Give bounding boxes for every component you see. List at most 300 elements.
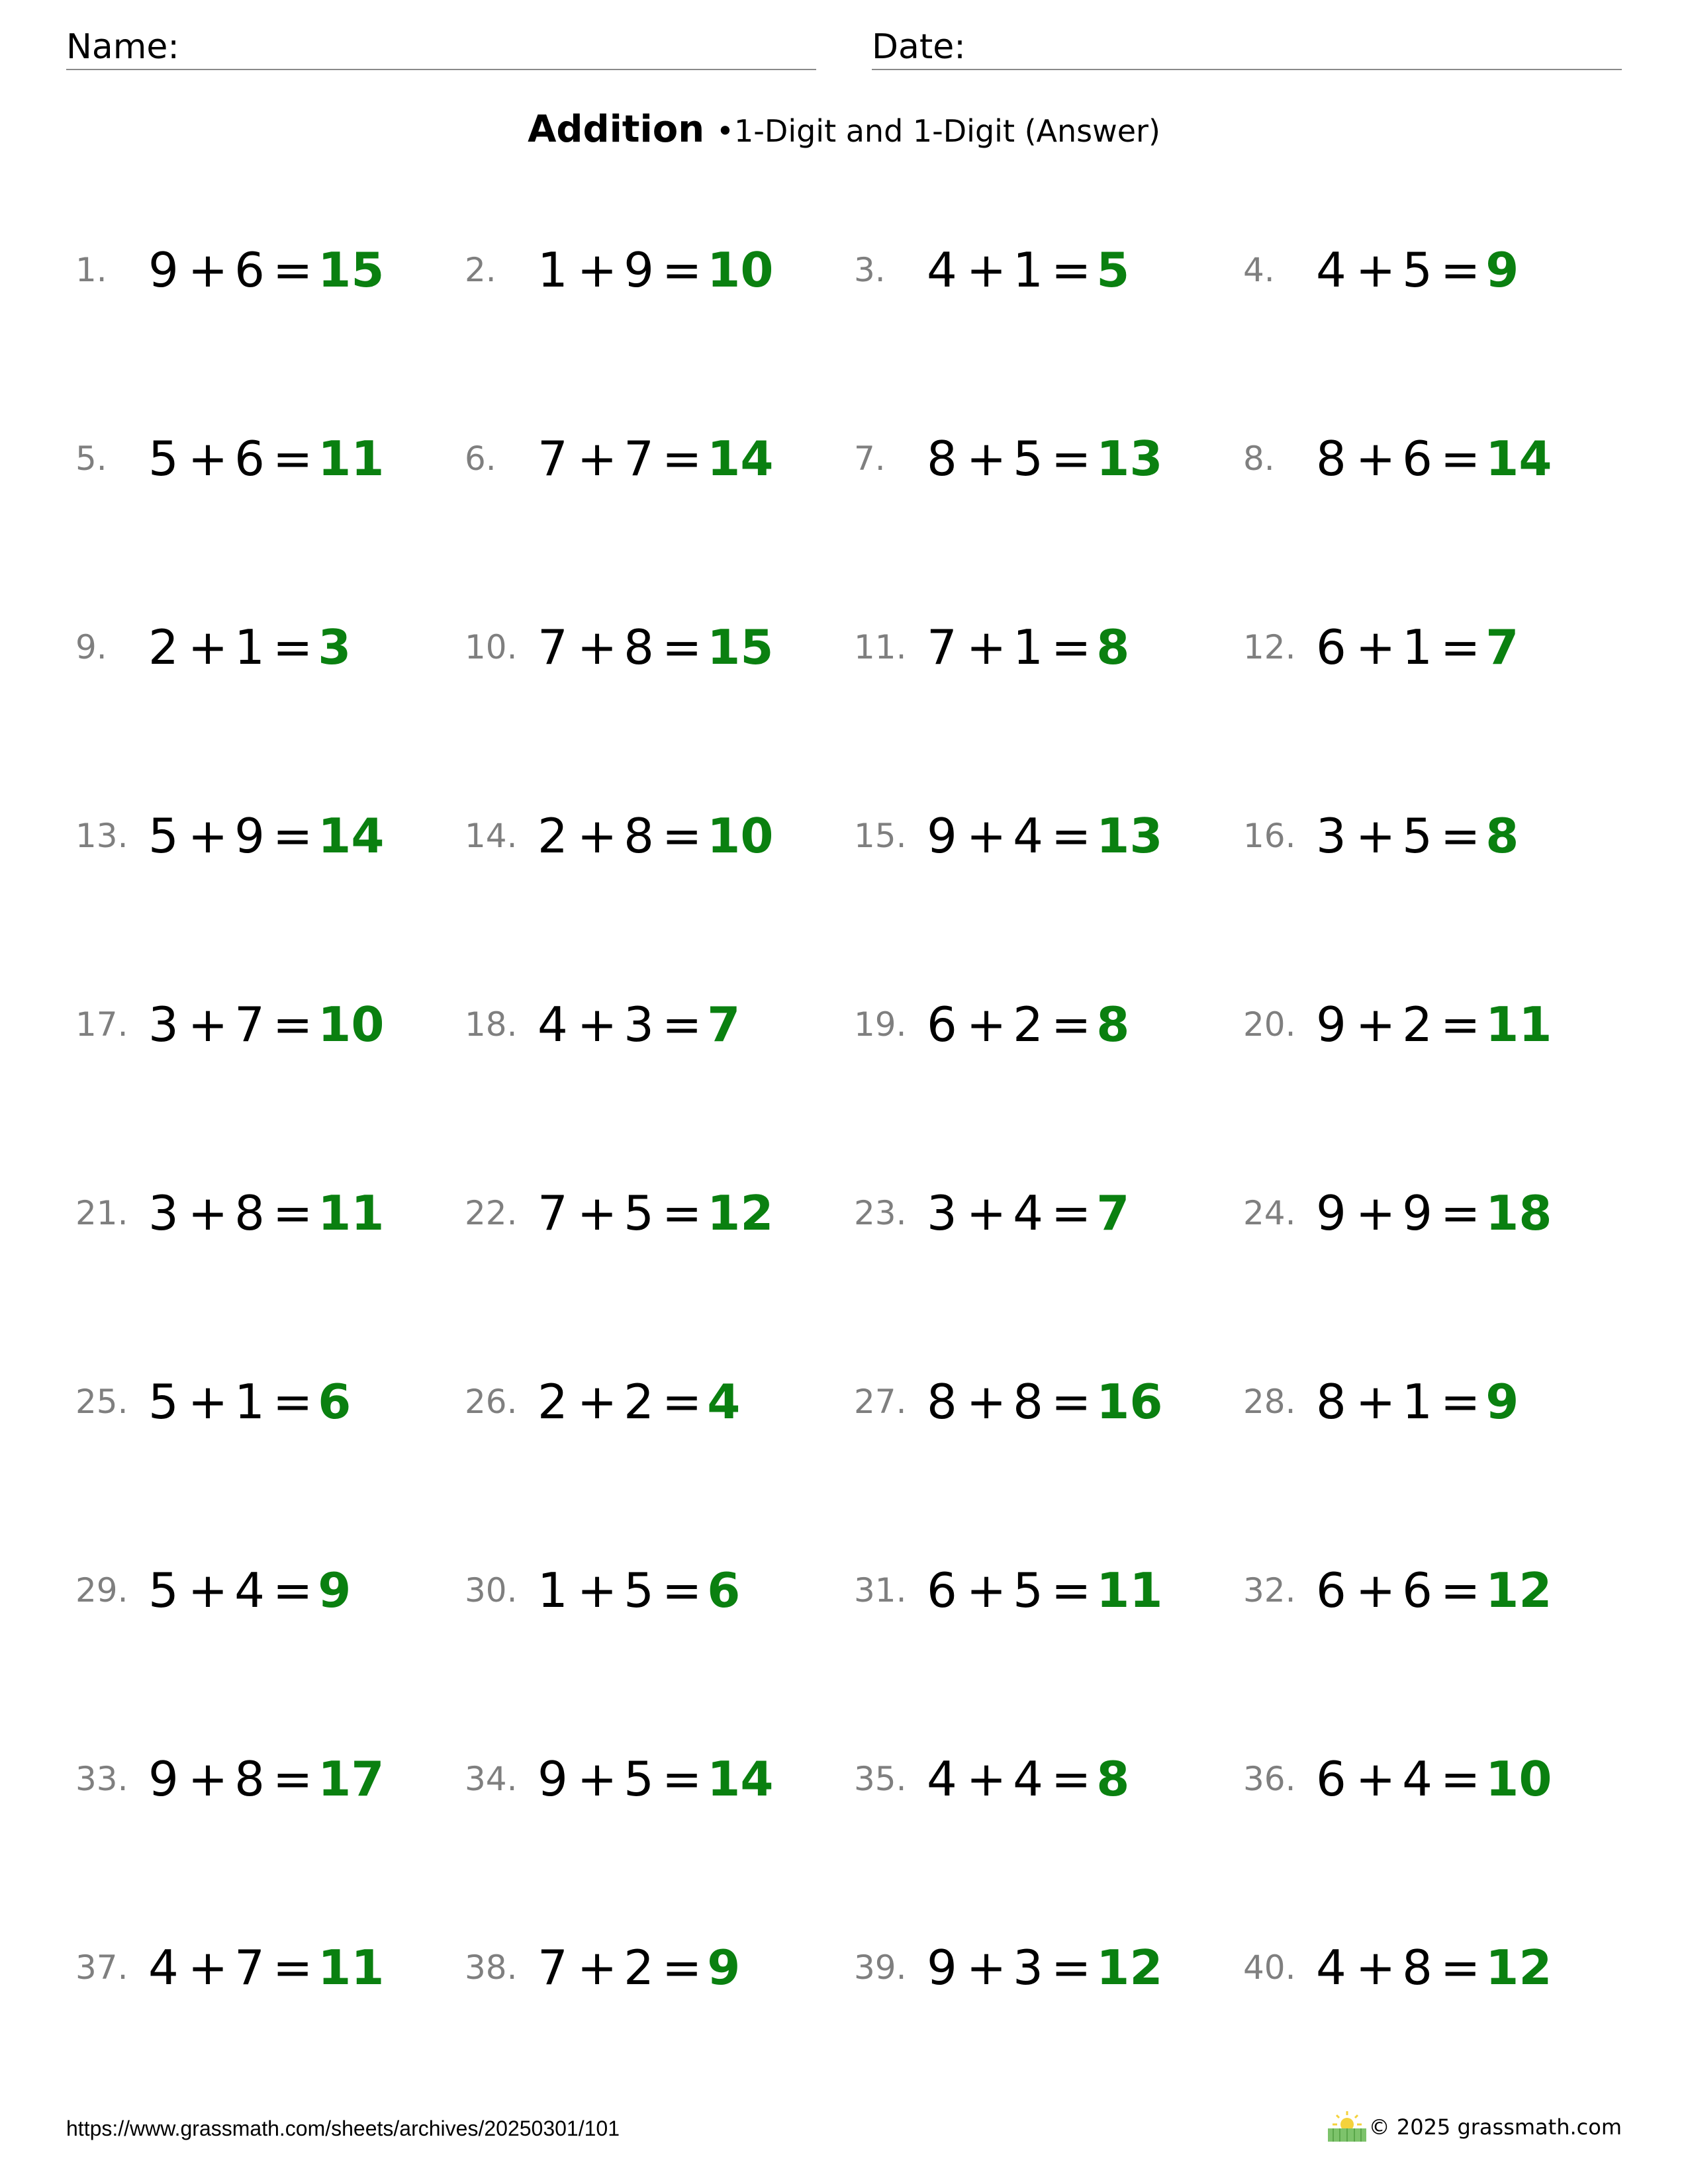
answer: 11 xyxy=(318,431,385,486)
addend-b: 5 xyxy=(1402,242,1432,298)
problem-number: 14. xyxy=(465,817,518,855)
problem-number: 11. xyxy=(854,628,907,666)
equals-sign: = xyxy=(1051,431,1092,486)
equals-sign: = xyxy=(1440,1185,1481,1241)
equals-sign: = xyxy=(1440,1374,1481,1430)
plus-sign: + xyxy=(187,1563,228,1618)
addend-b: 8 xyxy=(1402,1940,1432,1995)
equation xyxy=(148,796,384,876)
addend-a: 2 xyxy=(538,1374,568,1430)
plus-sign: + xyxy=(187,431,228,486)
answer: 14 xyxy=(318,808,385,864)
equals-sign: = xyxy=(661,242,702,298)
answer: 9 xyxy=(1485,242,1519,298)
answer: 6 xyxy=(318,1374,352,1430)
problem-item xyxy=(1243,1173,1632,1253)
equation xyxy=(927,796,1162,876)
equation xyxy=(927,608,1129,687)
problem-item xyxy=(854,1173,1243,1253)
equation xyxy=(148,985,384,1064)
addend-a: 1 xyxy=(538,242,568,298)
answer: 8 xyxy=(1096,997,1130,1052)
equals-sign: = xyxy=(272,1751,313,1807)
problem-item xyxy=(75,419,465,498)
answer: 10 xyxy=(318,997,385,1052)
addend-b: 9 xyxy=(234,808,265,864)
plus-sign: + xyxy=(1355,1751,1396,1807)
problem-number: 21. xyxy=(75,1194,128,1232)
equation xyxy=(1316,1928,1552,2007)
plus-sign: + xyxy=(187,1374,228,1430)
equation xyxy=(148,1362,351,1441)
addend-a: 6 xyxy=(1316,619,1346,675)
answer: 7 xyxy=(1096,1185,1130,1241)
equals-sign: = xyxy=(1051,242,1092,298)
problem-number: 8. xyxy=(1243,439,1275,478)
equals-sign: = xyxy=(272,619,313,675)
problem-number: 2. xyxy=(465,251,496,289)
equals-sign: = xyxy=(1051,1374,1092,1430)
equals-sign: = xyxy=(1440,619,1481,675)
problem-item xyxy=(854,985,1243,1064)
equals-sign: = xyxy=(272,1563,313,1618)
plus-sign: + xyxy=(966,1374,1007,1430)
addend-b: 3 xyxy=(624,997,654,1052)
problem-number: 9. xyxy=(75,628,107,666)
equation xyxy=(927,985,1129,1064)
equation xyxy=(538,1551,740,1630)
addend-b: 8 xyxy=(624,808,654,864)
plus-sign: + xyxy=(577,431,618,486)
footer-copyright: © 2025 grassmath.com xyxy=(1368,2115,1622,2140)
problem-number: 1. xyxy=(75,251,107,289)
answer: 12 xyxy=(1485,1563,1552,1618)
equals-sign: = xyxy=(1051,619,1092,675)
problem-number: 20. xyxy=(1243,1005,1296,1044)
problem-item xyxy=(75,1551,465,1630)
addend-b: 4 xyxy=(1013,1751,1043,1807)
equation xyxy=(927,1362,1162,1441)
equals-sign: = xyxy=(1051,808,1092,864)
problem-number: 5. xyxy=(75,439,107,478)
answer: 14 xyxy=(707,1751,774,1807)
equation xyxy=(148,1551,351,1630)
plus-sign: + xyxy=(1355,619,1396,675)
problem-item xyxy=(75,608,465,687)
problem-number: 36. xyxy=(1243,1760,1296,1798)
addend-a: 7 xyxy=(538,1185,568,1241)
addend-b: 5 xyxy=(624,1563,654,1618)
equation xyxy=(927,1173,1129,1253)
equation xyxy=(538,230,773,310)
answer: 15 xyxy=(318,242,385,298)
problem-item xyxy=(1243,1739,1632,1819)
addend-a: 7 xyxy=(538,431,568,486)
problem-number: 24. xyxy=(1243,1194,1296,1232)
answer: 3 xyxy=(318,619,352,675)
addend-b: 2 xyxy=(624,1374,654,1430)
problem-item xyxy=(854,1739,1243,1819)
addend-b: 7 xyxy=(234,1940,265,1995)
equation xyxy=(148,1173,384,1253)
addend-a: 6 xyxy=(927,997,957,1052)
addend-a: 2 xyxy=(148,619,179,675)
answer: 14 xyxy=(707,431,774,486)
equals-sign: = xyxy=(272,1185,313,1241)
addend-a: 7 xyxy=(927,619,957,675)
problem-number: 33. xyxy=(75,1760,128,1798)
plus-sign: + xyxy=(966,242,1007,298)
problem-number: 29. xyxy=(75,1571,128,1610)
equals-sign: = xyxy=(1051,1751,1092,1807)
equation xyxy=(1316,796,1519,876)
addend-a: 9 xyxy=(927,808,957,864)
answer: 4 xyxy=(707,1374,741,1430)
plus-sign: + xyxy=(966,1940,1007,1995)
problem-number: 22. xyxy=(465,1194,518,1232)
problem-number: 34. xyxy=(465,1760,518,1798)
addend-a: 5 xyxy=(148,808,179,864)
plus-sign: + xyxy=(577,997,618,1052)
equals-sign: = xyxy=(1051,997,1092,1052)
plus-sign: + xyxy=(1355,1940,1396,1995)
problem-number: 23. xyxy=(854,1194,907,1232)
equation xyxy=(1316,985,1552,1064)
answer: 9 xyxy=(707,1940,741,1995)
problem-item xyxy=(1243,1551,1632,1630)
addend-a: 5 xyxy=(148,1374,179,1430)
addend-b: 9 xyxy=(1402,1185,1432,1241)
addend-a: 7 xyxy=(538,619,568,675)
answer: 10 xyxy=(707,808,774,864)
addend-a: 9 xyxy=(148,242,179,298)
equals-sign: = xyxy=(1440,808,1481,864)
plus-sign: + xyxy=(187,1940,228,1995)
equation xyxy=(927,230,1129,310)
problem-number: 37. xyxy=(75,1948,128,1987)
addend-b: 8 xyxy=(624,619,654,675)
addend-b: 6 xyxy=(1402,1563,1432,1618)
answer: 18 xyxy=(1485,1185,1552,1241)
problem-item xyxy=(1243,230,1632,310)
plus-sign: + xyxy=(1355,1374,1396,1430)
equals-sign: = xyxy=(272,242,313,298)
equation xyxy=(1316,230,1519,310)
addend-b: 2 xyxy=(1013,997,1043,1052)
addend-a: 1 xyxy=(538,1563,568,1618)
addend-b: 5 xyxy=(624,1751,654,1807)
plus-sign: + xyxy=(966,431,1007,486)
problem-item xyxy=(465,1362,854,1441)
problem-number: 30. xyxy=(465,1571,518,1610)
problem-number: 28. xyxy=(1243,1383,1296,1421)
equals-sign: = xyxy=(272,1940,313,1995)
plus-sign: + xyxy=(966,1751,1007,1807)
addend-a: 6 xyxy=(1316,1751,1346,1807)
equation xyxy=(538,1173,773,1253)
problem-number: 6. xyxy=(465,439,496,478)
addend-a: 9 xyxy=(1316,997,1346,1052)
addend-a: 9 xyxy=(538,1751,568,1807)
equation xyxy=(1316,608,1519,687)
plus-sign: + xyxy=(1355,997,1396,1052)
equals-sign: = xyxy=(661,997,702,1052)
addend-b: 8 xyxy=(234,1185,265,1241)
answer: 11 xyxy=(318,1185,385,1241)
addend-b: 9 xyxy=(624,242,654,298)
addend-b: 1 xyxy=(234,1374,265,1430)
equals-sign: = xyxy=(661,1563,702,1618)
addend-a: 3 xyxy=(1316,808,1346,864)
problem-number: 31. xyxy=(854,1571,907,1610)
addend-a: 8 xyxy=(1316,431,1346,486)
addend-a: 8 xyxy=(927,431,957,486)
addend-a: 3 xyxy=(148,1185,179,1241)
problem-item xyxy=(1243,1928,1632,2007)
addend-b: 6 xyxy=(234,242,265,298)
addend-b: 4 xyxy=(1402,1751,1432,1807)
plus-sign: + xyxy=(1355,808,1396,864)
plus-sign: + xyxy=(966,997,1007,1052)
problem-number: 4. xyxy=(1243,251,1275,289)
title-main: Addition xyxy=(528,108,705,151)
answer: 7 xyxy=(707,997,741,1052)
problem-item xyxy=(854,419,1243,498)
equals-sign: = xyxy=(661,619,702,675)
addend-b: 8 xyxy=(234,1751,265,1807)
problem-number: 40. xyxy=(1243,1948,1296,1987)
problem-number: 35. xyxy=(854,1760,907,1798)
equation xyxy=(148,419,384,498)
equals-sign: = xyxy=(661,808,702,864)
equation xyxy=(148,1739,384,1819)
plus-sign: + xyxy=(966,619,1007,675)
problem-number: 3. xyxy=(854,251,886,289)
equals-sign: = xyxy=(1051,1563,1092,1618)
plus-sign: + xyxy=(1355,431,1396,486)
problem-item xyxy=(1243,419,1632,498)
problem-item xyxy=(465,608,854,687)
addend-a: 6 xyxy=(927,1563,957,1618)
answer: 7 xyxy=(1485,619,1519,675)
problem-item xyxy=(854,796,1243,876)
problem-item xyxy=(75,1928,465,2007)
plus-sign: + xyxy=(187,619,228,675)
plus-sign: + xyxy=(966,808,1007,864)
addend-a: 4 xyxy=(148,1940,179,1995)
addend-b: 5 xyxy=(1013,1563,1043,1618)
title-bullet: • xyxy=(716,113,735,149)
problem-item xyxy=(465,985,854,1064)
problem-item xyxy=(465,1739,854,1819)
plus-sign: + xyxy=(577,1751,618,1807)
problem-item xyxy=(75,1739,465,1819)
equation xyxy=(927,1928,1162,2007)
problem-item xyxy=(465,230,854,310)
answer: 10 xyxy=(1485,1751,1552,1807)
addend-b: 1 xyxy=(1013,619,1043,675)
problem-number: 39. xyxy=(854,1948,907,1987)
equals-sign: = xyxy=(661,431,702,486)
answer: 10 xyxy=(707,242,774,298)
problem-item xyxy=(854,608,1243,687)
equals-sign: = xyxy=(272,997,313,1052)
worksheet-title xyxy=(0,103,1688,158)
plus-sign: + xyxy=(187,1751,228,1807)
answer: 12 xyxy=(1096,1940,1163,1995)
equation xyxy=(927,1551,1162,1630)
plus-sign: + xyxy=(577,242,618,298)
problem-item xyxy=(465,796,854,876)
addend-b: 1 xyxy=(1402,1374,1432,1430)
addend-a: 7 xyxy=(538,1940,568,1995)
problem-number: 18. xyxy=(465,1005,518,1044)
problem-number: 17. xyxy=(75,1005,128,1044)
equals-sign: = xyxy=(272,808,313,864)
plus-sign: + xyxy=(577,1940,618,1995)
equation xyxy=(538,1362,740,1441)
equals-sign: = xyxy=(1051,1940,1092,1995)
problem-item xyxy=(75,796,465,876)
answer: 12 xyxy=(707,1185,774,1241)
plus-sign: + xyxy=(1355,1185,1396,1241)
plus-sign: + xyxy=(577,1374,618,1430)
addend-a: 8 xyxy=(927,1374,957,1430)
problem-item xyxy=(75,1362,465,1441)
plus-sign: + xyxy=(187,808,228,864)
equals-sign: = xyxy=(661,1940,702,1995)
grass-sun-logo-icon xyxy=(1325,2109,1369,2143)
problem-item xyxy=(75,230,465,310)
addend-a: 3 xyxy=(148,997,179,1052)
answer: 15 xyxy=(707,619,774,675)
equals-sign: = xyxy=(661,1374,702,1430)
equals-sign: = xyxy=(1440,431,1481,486)
equation xyxy=(1316,1173,1552,1253)
addend-b: 5 xyxy=(1402,808,1432,864)
answer: 17 xyxy=(318,1751,385,1807)
plus-sign: + xyxy=(187,242,228,298)
equation xyxy=(148,1928,384,2007)
equation xyxy=(538,985,740,1064)
addend-a: 5 xyxy=(148,431,179,486)
problem-number: 26. xyxy=(465,1383,518,1421)
problem-number: 25. xyxy=(75,1383,128,1421)
addend-b: 1 xyxy=(1402,619,1432,675)
answer: 11 xyxy=(1485,997,1552,1052)
problem-item xyxy=(465,1173,854,1253)
addend-a: 9 xyxy=(927,1940,957,1995)
name-label: Name: xyxy=(66,27,179,67)
answer: 12 xyxy=(1485,1940,1552,1995)
answer: 9 xyxy=(318,1563,352,1618)
equals-sign: = xyxy=(1051,1185,1092,1241)
equation xyxy=(148,608,351,687)
answer: 6 xyxy=(707,1563,741,1618)
plus-sign: + xyxy=(187,1185,228,1241)
problem-number: 38. xyxy=(465,1948,518,1987)
equals-sign: = xyxy=(661,1185,702,1241)
footer-url: https://www.grassmath.com/sheets/archives/20250301/101 xyxy=(66,2116,620,2140)
equation xyxy=(538,796,773,876)
plus-sign: + xyxy=(577,808,618,864)
date-label: Date: xyxy=(872,27,966,67)
equals-sign: = xyxy=(1440,242,1481,298)
equation xyxy=(1316,1739,1552,1819)
date-field[interactable] xyxy=(872,25,1622,70)
plus-sign: + xyxy=(966,1185,1007,1241)
addend-b: 7 xyxy=(624,431,654,486)
problem-item xyxy=(465,1928,854,2007)
problem-item xyxy=(854,1362,1243,1441)
problem-number: 16. xyxy=(1243,817,1296,855)
problem-number: 12. xyxy=(1243,628,1296,666)
addend-a: 2 xyxy=(538,808,568,864)
answer: 14 xyxy=(1485,431,1552,486)
equals-sign: = xyxy=(1440,997,1481,1052)
addend-a: 9 xyxy=(1316,1185,1346,1241)
problem-item xyxy=(1243,1362,1632,1441)
title-subtitle: 1-Digit and 1-Digit (Answer) xyxy=(734,113,1160,149)
plus-sign: + xyxy=(577,1185,618,1241)
equation xyxy=(538,1928,740,2007)
equation xyxy=(538,1739,773,1819)
equals-sign: = xyxy=(1440,1751,1481,1807)
addend-a: 4 xyxy=(1316,242,1346,298)
problem-item xyxy=(1243,608,1632,687)
name-field[interactable] xyxy=(66,25,816,70)
answer: 8 xyxy=(1096,619,1130,675)
problem-item xyxy=(854,1551,1243,1630)
addend-b: 5 xyxy=(1013,431,1043,486)
addend-a: 8 xyxy=(1316,1374,1346,1430)
addend-a: 5 xyxy=(148,1563,179,1618)
addend-b: 2 xyxy=(1402,997,1432,1052)
answer: 11 xyxy=(1096,1563,1163,1618)
addend-a: 4 xyxy=(927,1751,957,1807)
equation xyxy=(1316,419,1552,498)
addend-a: 4 xyxy=(1316,1940,1346,1995)
problem-item xyxy=(854,230,1243,310)
equation xyxy=(1316,1551,1552,1630)
addend-b: 3 xyxy=(1013,1940,1043,1995)
problem-number: 19. xyxy=(854,1005,907,1044)
addend-b: 6 xyxy=(1402,431,1432,486)
equation xyxy=(927,1739,1129,1819)
answer: 13 xyxy=(1096,808,1163,864)
addend-b: 5 xyxy=(624,1185,654,1241)
addend-b: 7 xyxy=(234,997,265,1052)
addend-b: 2 xyxy=(624,1940,654,1995)
addend-b: 1 xyxy=(1013,242,1043,298)
addend-b: 4 xyxy=(1013,1185,1043,1241)
problem-item xyxy=(1243,796,1632,876)
plus-sign: + xyxy=(577,619,618,675)
addend-a: 4 xyxy=(538,997,568,1052)
problem-item xyxy=(465,419,854,498)
plus-sign: + xyxy=(577,1563,618,1618)
answer: 8 xyxy=(1096,1751,1130,1807)
problem-number: 7. xyxy=(854,439,886,478)
problem-item xyxy=(1243,985,1632,1064)
problem-item xyxy=(75,985,465,1064)
addend-a: 9 xyxy=(148,1751,179,1807)
plus-sign: + xyxy=(1355,242,1396,298)
answer: 11 xyxy=(318,1940,385,1995)
addend-a: 3 xyxy=(927,1185,957,1241)
problem-item xyxy=(465,1551,854,1630)
equals-sign: = xyxy=(1440,1940,1481,1995)
